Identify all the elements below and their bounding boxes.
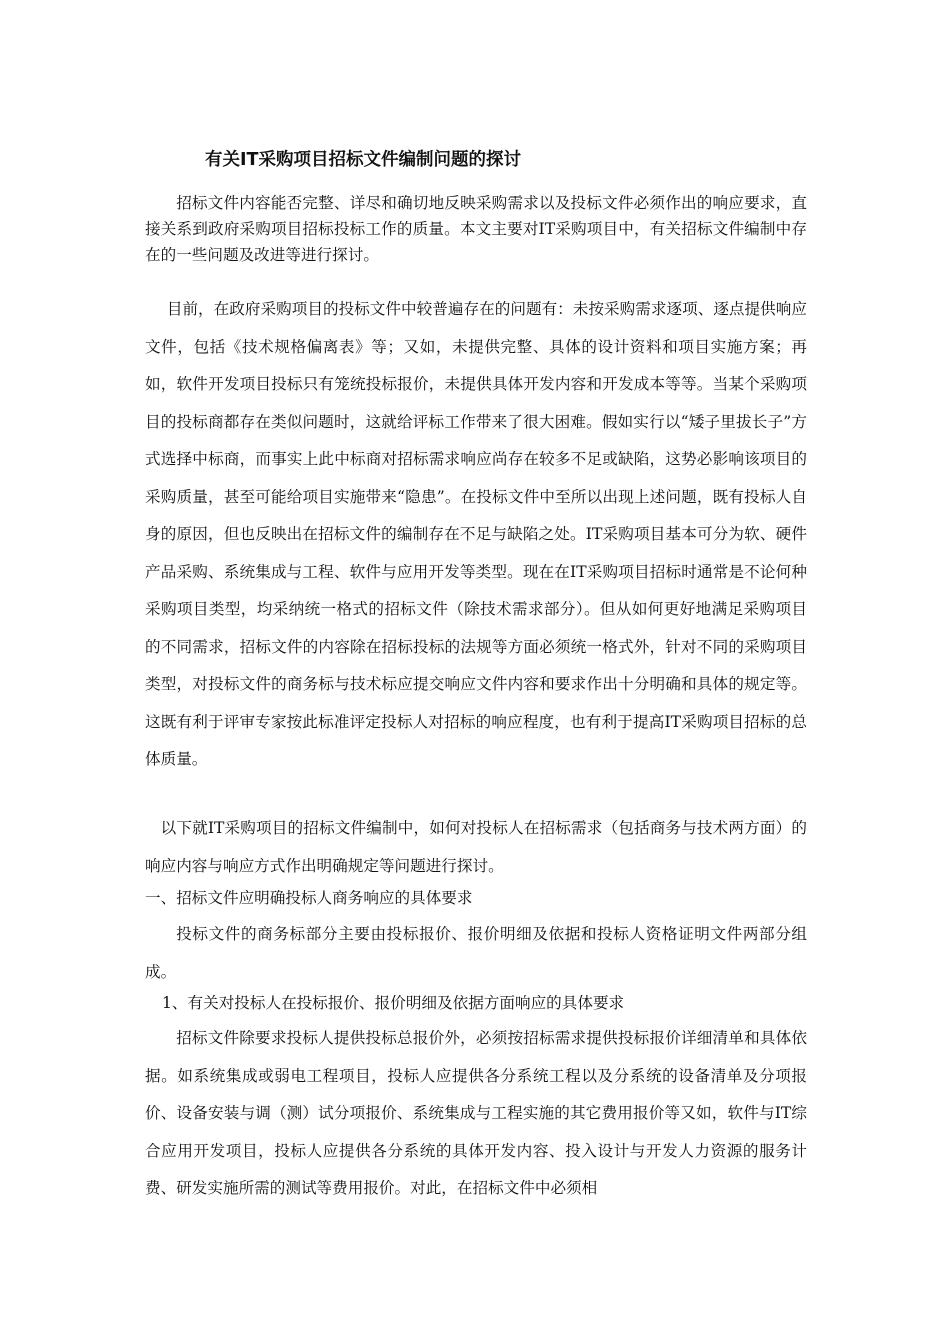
business-paragraph: 投标文件的商务标部分主要由投标报价、报价明细及依据和投标人资格证明文件两部分组成。 bbox=[145, 925, 807, 981]
detail-paragraph: 招标文件除要求投标人提供投标总报价外，必须按招标需求提供投标报价详细清单和具体依据。如系统集成或弱电工程项目，投标人应提供各分系统工程以及分系统的设备清单及分项报价、设备安装与调（测）试分项报价、系统集成与工程实施的其它费用报价等又如，软件与IT综合应用开发项目，投标人应提供各分系统的具体开发内容、投入设计与开发人力资源的服务计费、研发实施所需的测试等费用报价。对此，在招标文件中必须相 bbox=[145, 1029, 807, 1197]
document-title: 有关IT采购项目招标文件编制问题的探讨 bbox=[205, 150, 521, 170]
following-paragraph: 以下就IT采购项目的招标文件编制中，如何对投标人在招标需求（包括商务与技术两方面）的响应内容与响应方式作出明确规定等问题进行探讨。 bbox=[145, 819, 807, 875]
intro-paragraph: 招标文件内容能否完整、详尽和确切地反映采购需求以及投标文件必须作出的响应要求，直接关系到政府采购项目招标投标工作的质量。本文主要对IT采购项目中，有关招标文件编制中存在的一些问题及改进等进行探讨。 bbox=[145, 194, 807, 264]
problems-paragraph: 目前，在政府采购项目的投标文件中较普遍存在的问题有：未按采购需求逐项、逐点提供响应文件，包括《技术规格偏离表》等；又如，未提供完整、具体的设计资料和项目实施方案；再如，软件开发项目投标只有笼统投标报价，未提供具体开发内容和开发成本等等。当某个采购项目的投标商都存在类似问题时，这就给评标工作带来了很大困难。假如实行以“矮子里拔长子”方式选择中标商，而事实上此中标商对招标需求响应尚存在较多不足或缺陷，这势必影响该项目的采购质量，甚至可能给项目实施带来“隐患”。在投标文件中至所以出现上述问题，既有投标人自身的原因，但也反映出在招标文件的编制存在不足与缺陷之处。IT采购项目基本可分为软、硬件产品采购、系统集成与工程、软件与应用开发等类型。现在在IT采购项目招标时通常是不论何种采购项目类型，均采纳统一格式的招标文件（除技术需求部分）。但从如何更好地满足采购项目的不同需求，招标文件的内容除在招标投标的法规等方面必须统一格式外，针对不同的采购项目类型，对投标文件的商务标与技术标应提交响应文件内容和要求作出十分明确和具体的规定等。这既有利于评审专家按此标准评定投标人对招标的响应程度，也有利于提高IT采购项目招标的总体质量。 bbox=[145, 300, 807, 768]
subsection-heading-1: 1、有关对投标人在投标报价、报价明细及依据方面响应的具体要求 bbox=[162, 994, 625, 1012]
section-heading-one: 一、招标文件应明确投标人商务响应的具体要求 bbox=[145, 889, 473, 907]
